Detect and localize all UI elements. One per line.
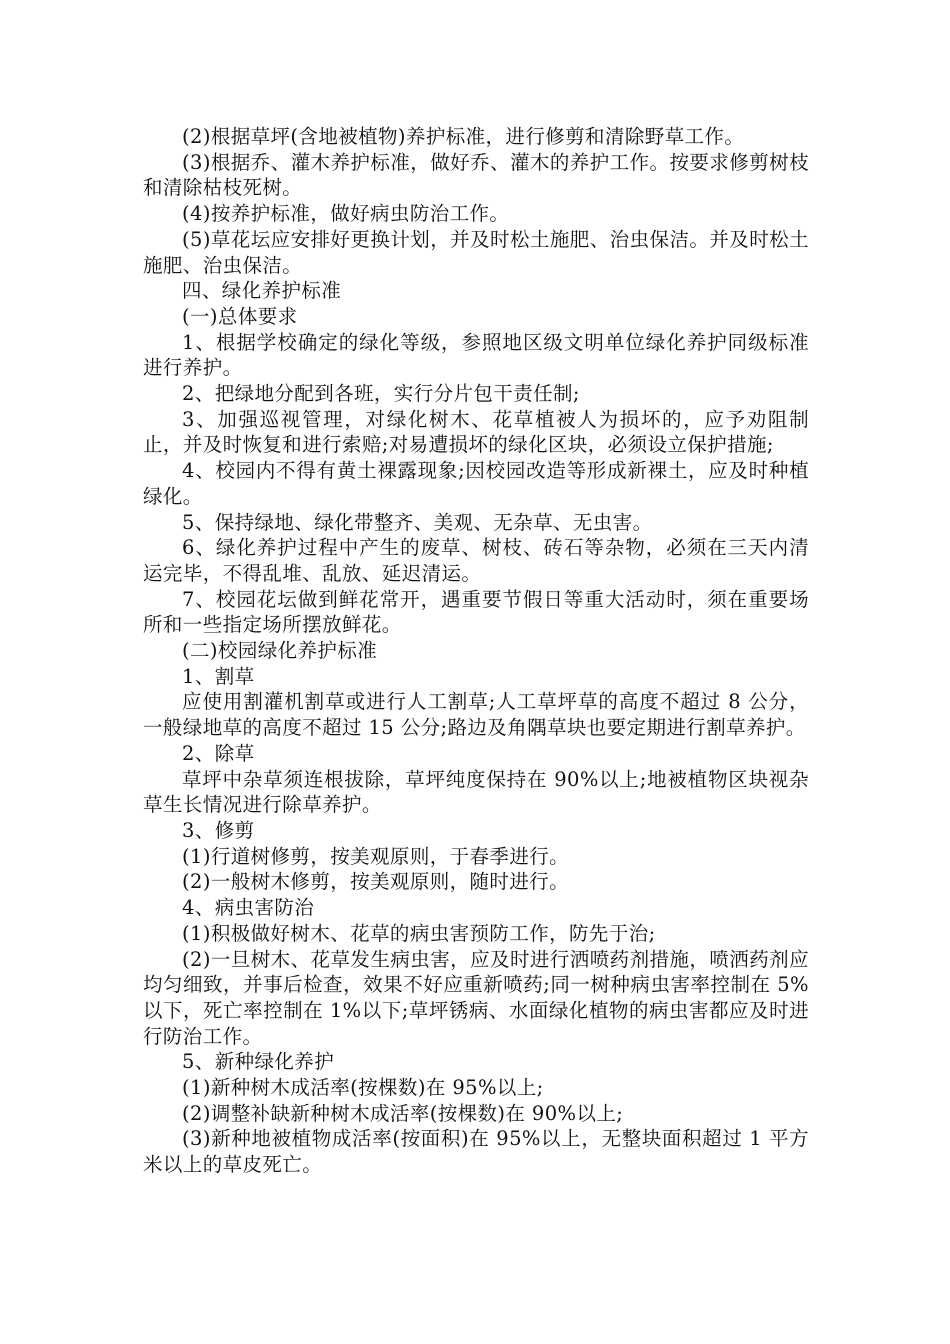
item-heading: 2、除草 — [182, 741, 255, 765]
paragraph: 6、绿化养护过程中产生的废草、树枝、砖石等杂物，必须在三天内清运完毕，不得乱堆、乱放、延迟清运。 — [143, 536, 809, 585]
item-heading: 3、修剪 — [182, 818, 255, 842]
subsection-heading: (一)总体要求 — [182, 304, 298, 328]
item-heading: 1、割草 — [182, 664, 255, 688]
paragraph: (5)草花坛应安排好更换计划，并及时松土施肥、治虫保洁。并及时松土施肥、治虫保洁。 — [143, 227, 809, 277]
paragraph: (4)按养护标准，做好病虫防治工作。 — [182, 202, 510, 226]
paragraph: (2)根据草坪(含地被植物)养护标准，进行修剪和清除野草工作。 — [182, 125, 745, 148]
item-heading: 5、新种绿化养护 — [182, 1050, 335, 1074]
paragraph: (3)新种地被植物成活率(按面积)在 95%以上，无整块面积超过 1 平方米以上的草皮死亡。 — [143, 1127, 809, 1177]
paragraph: (3)根据乔、灌木养护标准，做好乔、灌木的养护工作。按要求修剪树枝和清除枯枝死树。 — [143, 150, 809, 200]
paragraph: 2、把绿地分配到各班，实行分片包干责任制; — [182, 382, 580, 406]
paragraph: 3、加强巡视管理，对绿化树木、花草植被人为损坏的，应予劝阻制止，并及时恢复和进行索赔;对易遭损坏的绿化区块，必须设立保护措施; — [143, 407, 809, 457]
paragraph: (2)一旦树木、花草发生病虫害，应及时进行洒喷药剂措施，喷洒药剂应均匀细致，并事后检查，效果不好应重新喷药;同一树种病虫害率控制在 5%以下，死亡率控制在 1%以下;草坪锈病、水面绿化植物的病虫害都应及时进行防治工作。 — [143, 947, 809, 1048]
paragraph: 5、保持绿地、绿化带整齐、美观、无杂草、无虫害。 — [182, 510, 653, 534]
paragraph: (2)一般树木修剪，按美观原则，随时进行。 — [182, 870, 570, 894]
document-page — [143, 124, 809, 1178]
paragraph: (1)新种树木成活率(按棵数)在 95%以上; — [182, 1076, 544, 1100]
paragraph: 7、校园花坛做到鲜花常开，遇重要节假日等重大活动时，须在重要场所和一些指定场所摆放鲜花。 — [143, 587, 809, 637]
item-heading: 4、病虫害防治 — [182, 896, 315, 920]
paragraph: 草坪中杂草须连根拔除，草坪纯度保持在 90%以上;地被植物区块视杂草生长情况进行除草养护。 — [143, 767, 809, 817]
paragraph: (2)调整补缺新种树木成活率(按棵数)在 90%以上; — [182, 1101, 624, 1125]
paragraph: 1、根据学校确定的绿化等级，参照地区级文明单位绿化养护同级标准进行养护。 — [143, 330, 809, 380]
paragraph: (1)行道树修剪，按美观原则，于春季进行。 — [182, 844, 570, 868]
section-heading: 四、绿化养护标准 — [182, 279, 342, 303]
subsection-heading: (二)校园绿化养护标准 — [182, 639, 378, 663]
paragraph: 应使用割灌机割草或进行人工割草;人工草坪草的高度不超过 8 公分，一般绿地草的高度不超过 15 公分;路边及角隅草块也要定期进行割草养护。 — [143, 690, 809, 740]
paragraph: (1)积极做好树木、花草的病虫害预防工作，防先于治; — [182, 921, 656, 945]
paragraph: 4、校园内不得有黄土裸露现象;因校园改造等形成新裸土，应及时种植绿化。 — [143, 459, 809, 508]
